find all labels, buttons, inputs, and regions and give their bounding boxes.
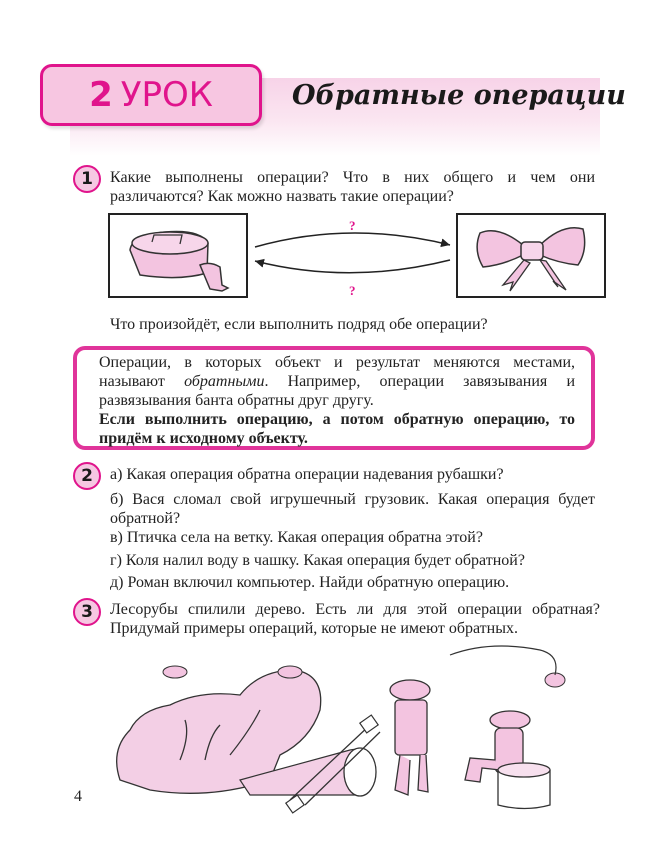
task-number-3: 3 bbox=[73, 598, 101, 626]
task1-followup: Что произойдёт, если выполнить подряд обе операции? bbox=[110, 316, 488, 333]
task-number-1: 1 bbox=[73, 165, 101, 193]
rule-text-1: Операции, в которых объект и результат меняются местами, называют bbox=[99, 354, 575, 390]
ribbon-rolled-image bbox=[108, 213, 248, 298]
page-number: 4 bbox=[74, 788, 82, 805]
task2-item-e: д) Роман включил компьютер. Найди обратную операцию. bbox=[110, 574, 510, 591]
task2-item-c: в) Птичка села на ветку. Какая операция обратна этой? bbox=[110, 529, 483, 546]
rule-conclusion: Если выполнить операцию, а потом обратную операцию, то придём к исходному объекту. bbox=[99, 411, 575, 447]
ribbon-rolled-icon bbox=[110, 215, 246, 296]
ribbon-bow-icon bbox=[458, 215, 604, 296]
lesson-badge bbox=[40, 64, 262, 126]
task2-item-d: г) Коля налил воду в чашку. Какая операция будет обратной? bbox=[110, 552, 525, 569]
top-arrow-question: ? bbox=[349, 218, 356, 233]
rule-text-2: . Например, операции завязывания и развязывания банта обратны друг другу. bbox=[99, 373, 576, 409]
task1-text: Какие выполнены операции? Что в них общего и чем они различаются? Как можно назвать такие операции? bbox=[110, 169, 595, 205]
rule-term-italic: обратными bbox=[184, 373, 265, 390]
lumberjacks-illustration bbox=[110, 640, 590, 815]
task2-item-a: а) Какая операция обратна операции надевания рубашки? bbox=[110, 466, 504, 483]
lesson-title: Обратные операции bbox=[292, 80, 626, 111]
lesson-number: 2 bbox=[89, 75, 113, 115]
lesson-word: УРОК bbox=[120, 75, 213, 115]
bottom-arrow-question: ? bbox=[349, 283, 356, 298]
task3-text: Лесорубы спилили дерево. Есть ли для этой операции обратная? Придумай примеры операций, которые не имеют обратных. bbox=[110, 601, 600, 637]
ribbon-bow-image bbox=[456, 213, 606, 298]
task2-item-b: б) Вася сломал свой игрушечный грузовик. Какая операция будет обратной? bbox=[110, 491, 595, 527]
rule-definition bbox=[99, 353, 575, 410]
task-number-2: 2 bbox=[73, 462, 101, 490]
